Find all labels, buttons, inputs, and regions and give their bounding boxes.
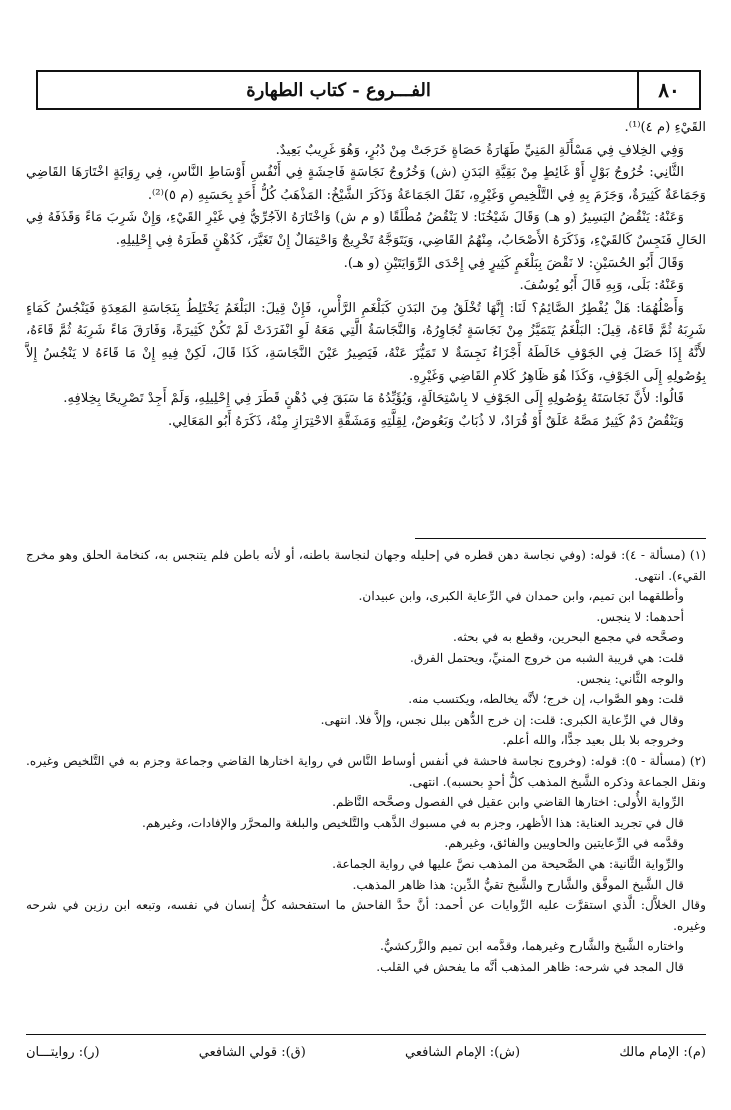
footnote-paragraph: قلت: وهو الصَّواب، إن خرج؛ لأنَّه يخالطه، ويكتسب منه. (408, 692, 684, 707)
footnote-paragraph: قال المجد في شرحه: ظاهر المذهب أنَّه ما يفحش في القلب. (376, 959, 684, 974)
footnote-paragraph: وقال في الرِّعاية الكبرى: قلت: إن خرج الدُّهن ببلل نجس، وإلاَّ فلا. انتهى. (320, 712, 684, 727)
main-paragraph: وَعَنْهُ: بَلَى، وَبِهِ قَالَ أَبُو يُوسُفَ. (519, 278, 684, 294)
legend-two-narrations: (ر): روايتـــان (26, 1044, 100, 1060)
footnote-paragraph: وخروجه بلا بلل بعيد جدًّا، والله أعلم. (502, 733, 684, 748)
footnote-paragraph: (١) (مسألة - ٤): قوله: (وفي نجاسة دهن قطره في إحليله وجهان لنجاسة باطنه، أو لأنه باطن فلم يتنجس به، كنخامة الحلق وهو مخرج القيء). انتهى. (26, 548, 706, 583)
main-paragraph: وَقَالَ أَبُو الحُسَيْنِ: لا نَقْضَ بِبَلْغَمٍ كَثِيرٍ فِي إِحْدَى الرِّوَايَتَيْنِ (و هـ). (343, 255, 684, 271)
legend-shafii-two-opinions: (ق): قولي الشافعي (198, 1044, 306, 1060)
footnote-paragraph: وصحَّحه في مجمع البحرين، وقطع به في بحثه. (453, 630, 684, 645)
footnote-paragraph: قال الشَّيخ الموفَّق والشَّارح والشَّيخ تقيُّ الدِّين: هذا ظاهر المذهب. (352, 877, 684, 892)
page-number: ٨٠ (637, 72, 699, 108)
footnote-paragraph: قال في تجريد العناية: هذا الأظهر، وجزم به في مسبوك الذَّهب والتَّلخيص والبلغة والمحرَّر والإفادات، وغيرهم. (142, 815, 684, 830)
footnote-paragraph: وقدَّمه في الرِّعايتين والحاويين والفائق، وغيرهم. (444, 836, 684, 851)
legend-malik: (م): الإمام مالك (619, 1044, 706, 1060)
main-paragraph: وَفِي الخِلافِ فِي مَسْأَلَةِ المَنِيِّ طَهَارَةُ حَصَاةٍ خَرَجَتْ مِنْ دُبُرٍ، وَهُوَ غَرِيبٌ بَعِيدٌ. (275, 142, 684, 158)
main-paragraph: وَعَنْهُ: يَنْقُضُ اليَسِيرُ (و هـ) وَقَالَ شَيْخُنَا: لا يَنْقُضُ مُطْلَقًا (و م ش) وَاخْتَارَهُ الآجُرِّيُّ فِي غَيْرِ القَيْءِ، وَإِنْ شَرِبَ مَاءً وَقَذَفَهُ فِي الحَالِ فَنَجِسٌ كَالقَيْءِ، وَذَكَرَهُ الأَصْحَابُ، مِنْهُمُ القَاضِي، وَيَتَوَجَّهُ تَخْرِيجٌ وَاحْتِمَالٌ إِنْ تَغَيَّرَ، كَدُهْنٍ قَطَرَهُ فِي إِحْلِيلِهِ. (26, 210, 706, 248)
footnote-paragraph: وقال الخلاَّل: الَّذي استقرَّت عليه الرِّوايات عن أحمد: أنَّ حدَّ الفاحش ما استفحشه كلُّ إنسان في نفسه، وتبعه ابن رزين في شرحه وغيره. (26, 898, 706, 933)
legend-shafii: (ش): الإمام الشافعي (405, 1044, 521, 1060)
footer-rule (26, 1034, 706, 1035)
footnote-paragraph: والوجه الثَّاني: ينجس. (576, 671, 684, 686)
main-paragraph: وَأَصْلُهُمَا: هَلْ يُفْطِرُ الصَّائِمُ؟ لَنَا: إِنَّهَا تُخْلَقُ مِنَ البَدَنِ كَبَلْغَمِ الرَّأْسِ، فَإِنْ قِيلَ: البَلْغَمُ يَخْتَلِطُ بِنَجَاسَةِ المَعِدَةِ فَيَنْجُسُ كَمَاءٍ شَرِبَهُ ثُمَّ قَاءَهُ، قِيلَ: البَلْغَمُ يَتَمَيَّزُ مِنْ نَجَاسَةٍ تُجَاوِرُهُ، وَالنَّجَاسَةُ الَّتِي مَعَهُ لَوِ انْفَرَدَتْ لَمْ تَكُنْ كَثِيرَةً، وَفَارَقَ مَاءً شَرِبَهُ ثُمَّ قَاءَهُ، لأَنَّهُ إِذَا حَصَلَ فِي الجَوْفِ خَالَطَهُ أَجْزَاءٌ نَجِسَةٌ لا تَمَيُّزَ عَنْهُ، فَيَصِيرُ عَيْنَ النَّجَاسَةِ، كَذَا قَالَ، لَكِنْ فِيهِ إِنْ مَا قَاءَهُ لا يَنْجُسُ إِلاَّ بِوُصُولِهِ إِلَى الجَوْفِ، وَكَذَا هُوَ ظَاهِرُ كَلامِ القَاضِي وَغَيْرِهِ. (26, 300, 706, 384)
main-paragraph: قَالُوا: لأَنَّ نَجَاسَتَهُ بِوُصُولِهِ إِلَى الجَوْفِ لا بِاسْتِحَالَةٍ، وَيُؤَيِّدُهُ مَا سَبَقَ فِي دُهْنٍ قَطَرَ فِي إِحْلِيلِهِ، وَلَمْ أَجِدْ تَصْرِيحًا بِخِلافِهِ. (63, 391, 684, 407)
main-text (26, 117, 706, 433)
footnote-paragraph: الرِّواية الأُولى: اختارها القاضي وابن عقيل في الفصول وصحَّحه النَّاظم. (332, 795, 684, 810)
footnote-paragraph: قلت: هي قريبة الشبه من خروج المنيِّ، ويحتمل الفرق. (410, 650, 684, 665)
page-header (36, 70, 701, 110)
main-paragraph: وَيَنْقُضُ دَمٌ كَثِيرٌ مَصَّهُ عَلَقٌ أَوْ قُرَادٌ، لا ذُبَابٌ وَبَعُوضٌ، لِقِلَّتِهِ وَمَشَقَّةِ الاحْتِرَازِ مِنْهُ، ذَكَرَهُ أَبُو المَعَالِي. (168, 413, 684, 429)
main-paragraph: الثَّانِي: خُرُوجُ بَوْلٍ أَوْ غَائِطٍ مِنْ بَقِيَّةِ البَدَنِ (ش) وَخُرُوجُ نَجَاسَةٍ فَاحِشَةٍ فِي أَنْفُسِ أَوْسَاطِ النَّاسِ، فِي رِوَايَةٍ اخْتَارَهَا القَاضِي وَجَمَاعَةٌ كَثِيرَةٌ، وَجَزَمَ بِهِ فِي التَّلْخِيصِ وَغَيْرِهِ، نَقَلَ الجَمَاعَةُ وَذَكَرَ الشَّيْخُ: المَذْهَبُ كُلُّ أَحَدٍ بِحَسَبِهِ (م ٥)⁽²⁾. (26, 165, 706, 203)
footnotes (26, 545, 706, 977)
footnote-paragraph: أحدهما: لا ينجس. (596, 609, 684, 624)
main-paragraph: القَيْءِ (م ٤)⁽¹⁾. (624, 120, 706, 135)
footnote-paragraph: والرِّواية الثَّانية: هي الصَّحيحة من المذهب نصَّ عليها في رواية الجماعة. (332, 856, 684, 871)
footnote-paragraph: (٢) (مسألة - ٥): قوله: (وخروج نجاسة فاحشة في أنفس أوساط النَّاس في رواية اختارها القاضي وجماعة وجزم به في التَّلخيص وغيره. ونقل الجماعة وذكره الشَّيخ المذهب كلُّ أحدٍ بحسبه). انتهى. (26, 753, 706, 789)
footnote-paragraph: وأطلقهما ابن تميم، وابن حمدان في الرِّعاية الكبرى، وابن عبيدان. (358, 589, 684, 604)
footnote-separator (415, 538, 706, 539)
abbreviations-legend (26, 1040, 706, 1064)
running-title: الفـــروع - كتاب الطهارة (246, 79, 431, 101)
footnote-paragraph: واختاره الشَّيخ والشَّارح وغيرهما، وقدَّمه ابن تميم والزَّركشيُّ. (380, 939, 684, 954)
